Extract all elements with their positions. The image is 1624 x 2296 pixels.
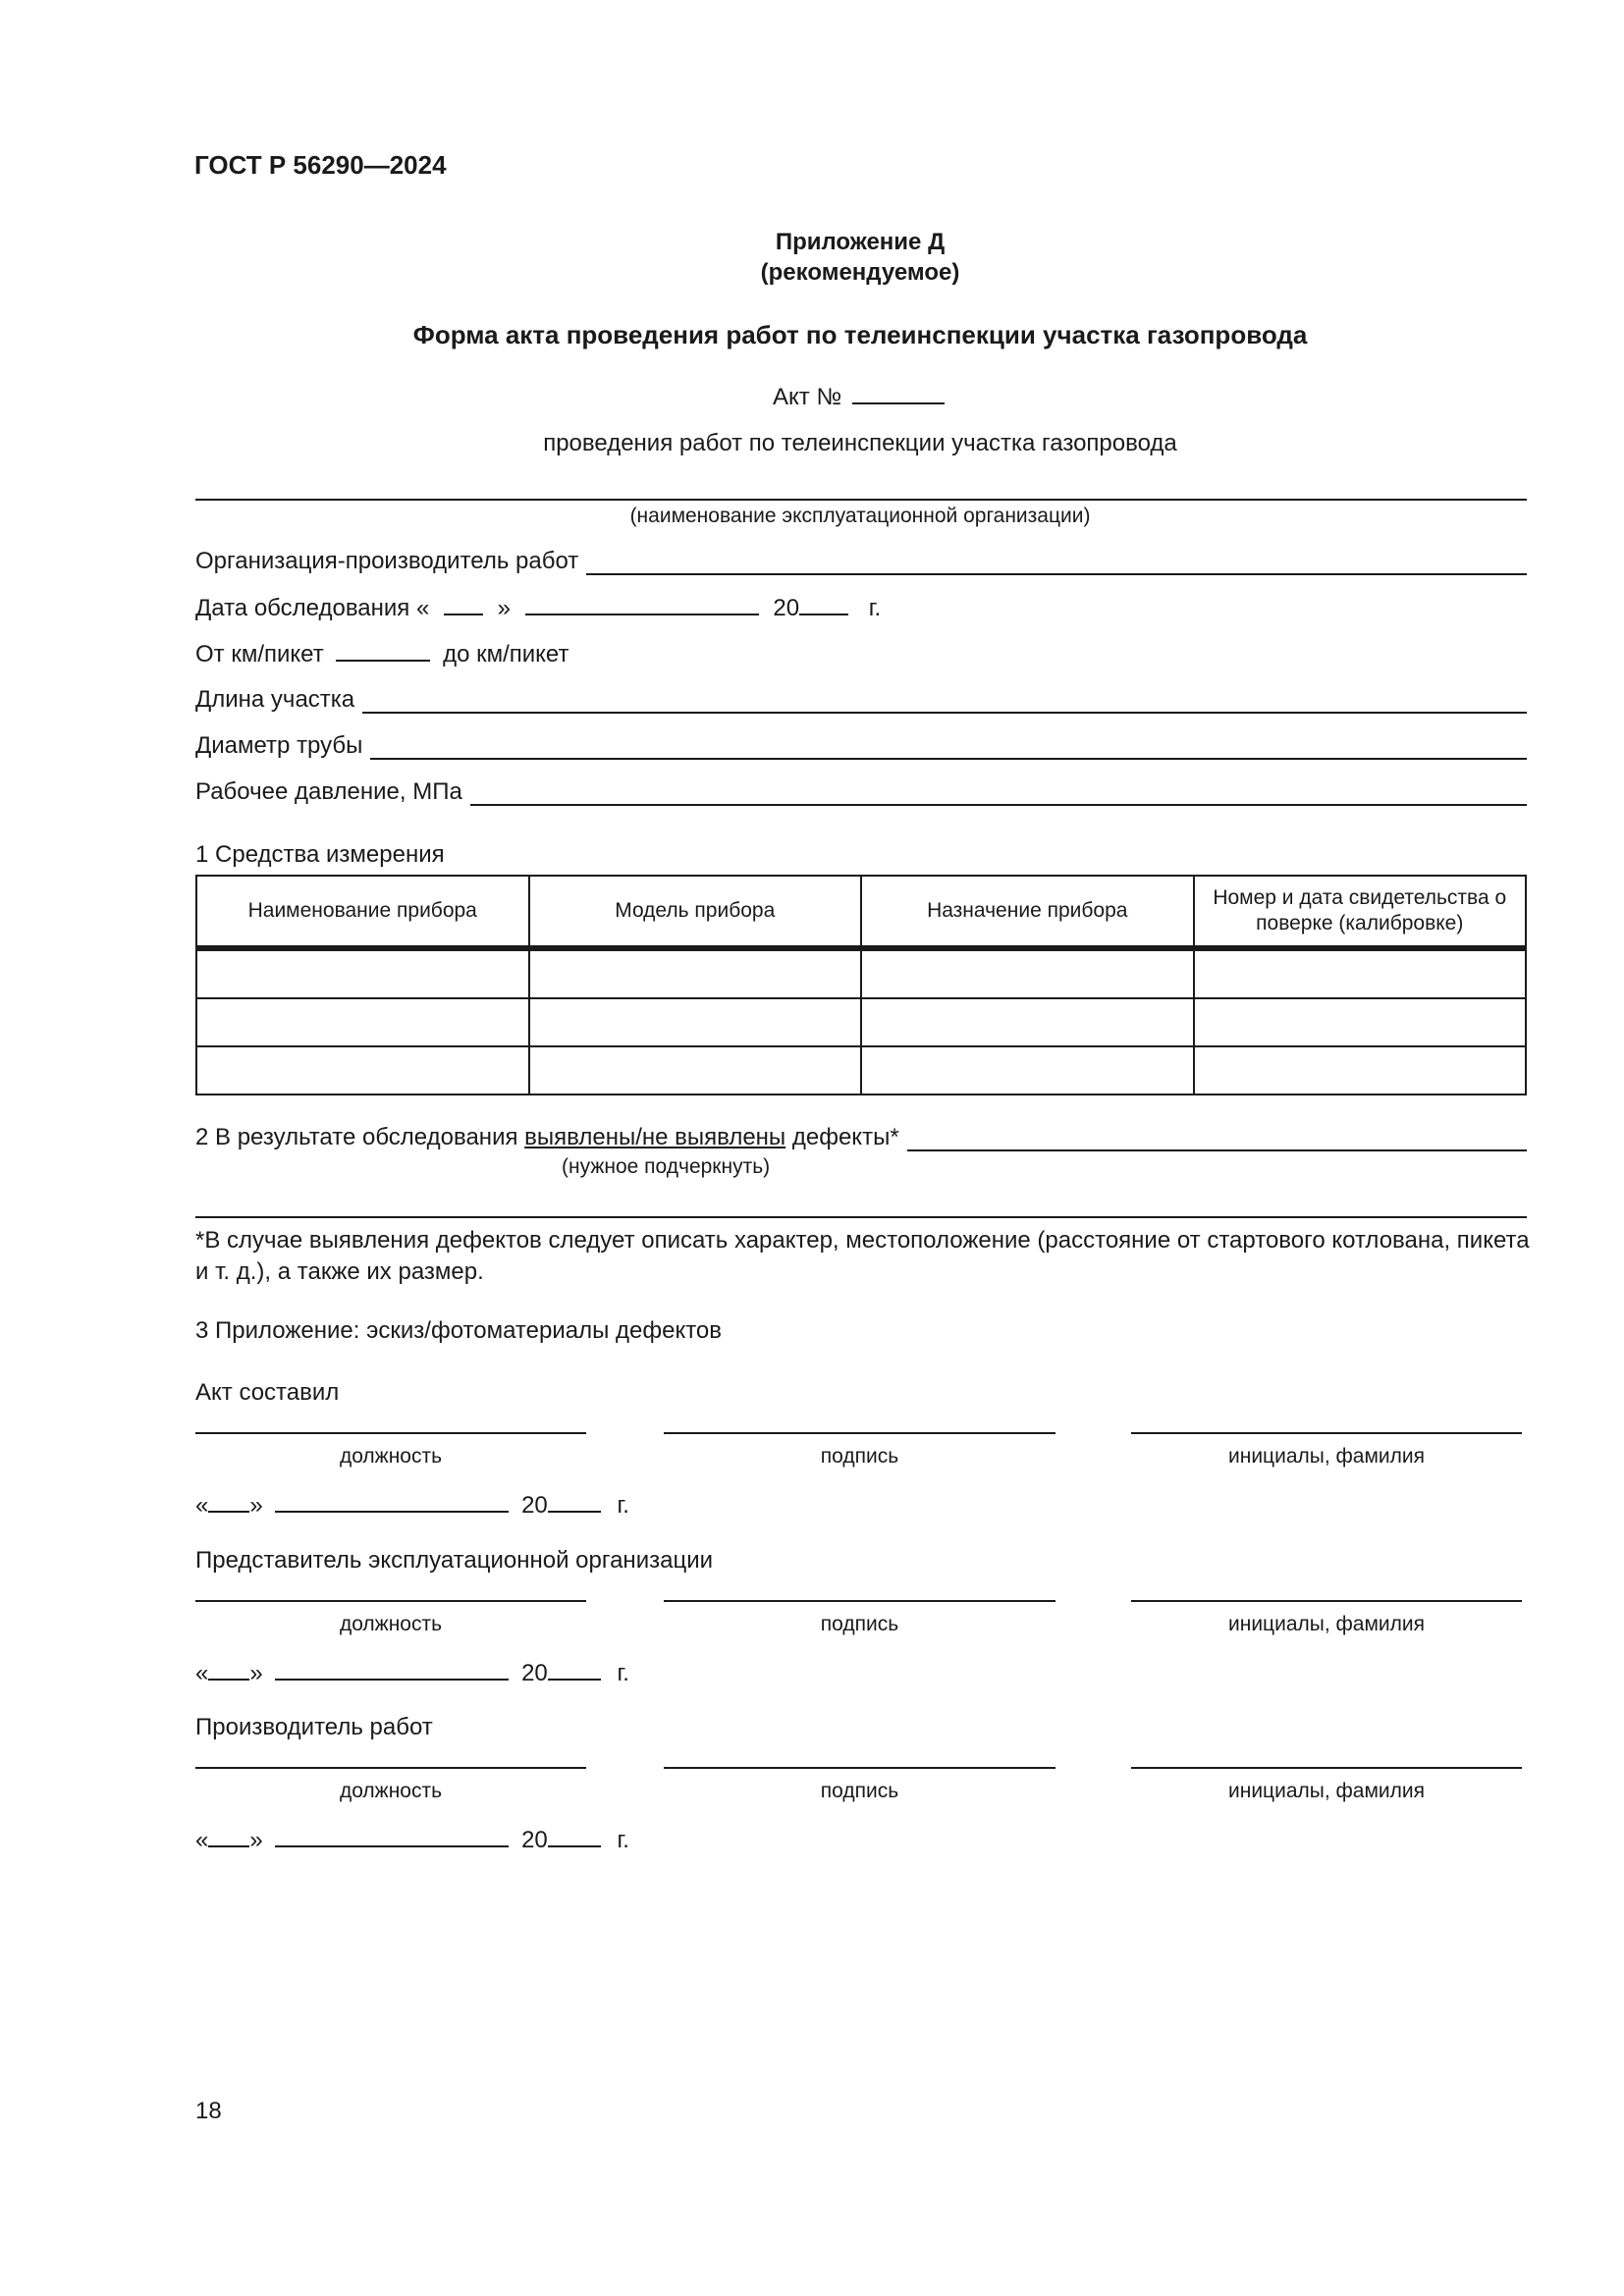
survey-date-close: » [497,595,512,621]
signature-field[interactable] [664,1432,1056,1434]
name-field[interactable] [1131,1600,1522,1602]
survey-year-prefix: 20 [773,595,800,621]
section2-text [195,1124,899,1151]
column-header: Номер и дата свидетельства о поверке (калибровке) [1194,876,1527,947]
section-length-field[interactable] [362,692,1527,714]
pipe-diameter-field[interactable] [370,738,1527,760]
signature-date-row [195,1659,629,1687]
from-km-label: От км/пикет [195,641,324,667]
from-km-field[interactable] [336,640,430,662]
km-row [195,640,568,668]
signature-caption: подпись [820,1780,899,1802]
instruments-table [195,875,1527,1095]
act-subtitle: проведения работ по телеинспекции участка газопровода [543,430,1177,456]
table-header-row [196,876,1526,947]
name-caption: инициалы, фамилия [1228,1445,1425,1468]
table-cell[interactable] [529,950,862,998]
date-year-suffix: г. [617,1492,629,1519]
act-number-row [773,383,945,411]
appendix-status: (рекомендуемое) [760,259,960,286]
date-year-suffix: г. [617,1827,629,1853]
section2-row [195,1124,1527,1151]
position-caption: должность [339,1445,443,1468]
section2-options: выявлены/не выявлены [524,1124,786,1150]
act-number-field[interactable] [852,383,945,404]
date-open-quote: « [195,1827,209,1853]
column-header: Наименование прибора [196,876,529,947]
date-open-quote: « [195,1492,209,1519]
date-year-prefix: 20 [521,1492,548,1519]
position-field[interactable] [195,1432,586,1434]
survey-date-label: Дата обследования « [195,595,430,621]
contractor-field[interactable] [586,554,1527,575]
name-field[interactable] [1131,1767,1522,1769]
table-row [196,950,1526,998]
defects-field-line2[interactable] [195,1216,1527,1218]
survey-month-field[interactable] [525,594,759,615]
column-header: Модель прибора [529,876,862,947]
position-caption: должность [339,1613,443,1635]
name-caption: инициалы, фамилия [1228,1780,1425,1802]
position-field[interactable] [195,1767,586,1769]
table-cell[interactable] [196,950,529,998]
act-number-label: Акт № [773,384,842,410]
date-day-field[interactable] [208,1826,249,1847]
table-cell[interactable] [529,1046,862,1095]
pipe-diameter-label: Диаметр трубы [195,732,363,759]
date-month-field[interactable] [275,1826,509,1847]
footnote: *В случае выявления дефектов следует описать характер, местоположение (расстояние от стартового котлована, пикета и т. д.), а также их размер. [195,1227,1530,1285]
survey-year-field[interactable] [799,594,848,615]
table-cell[interactable] [529,998,862,1046]
date-close-quote: » [249,1827,263,1853]
date-close-quote: » [249,1660,263,1686]
date-year-field[interactable] [548,1659,601,1681]
column-header: Назначение прибора [861,876,1194,947]
organization-name-caption: (наименование эксплуатационной организации) [629,505,1091,527]
date-month-field[interactable] [275,1659,509,1681]
date-year-suffix: г. [617,1660,629,1686]
working-pressure-label: Рабочее давление, МПа [195,778,462,805]
page-number: 18 [195,2098,222,2124]
position-caption: должность [339,1780,443,1802]
signature-caption: подпись [820,1445,899,1468]
form-title: Форма акта проведения работ по телеинспекции участка газопровода [412,320,1308,349]
signature-block-title: Акт составил [195,1379,340,1406]
table-row [196,998,1526,1046]
section-length-row [195,686,1527,714]
table-cell[interactable] [1194,998,1527,1046]
date-year-field[interactable] [548,1826,601,1847]
contractor-row [195,548,1527,575]
section2-prefix: 2 В результате обследования [195,1124,525,1150]
table-cell[interactable] [196,998,529,1046]
contractor-label: Организация-производитель работ [195,548,579,574]
section2-suffix: дефекты* [785,1124,899,1150]
survey-date-row [195,594,881,622]
working-pressure-row [195,778,1527,806]
signature-date-row [195,1491,629,1520]
section1-title: 1 Средства измерения [195,841,445,868]
table-row [196,1046,1526,1095]
organization-name-field[interactable] [195,499,1527,501]
date-open-quote: « [195,1660,209,1686]
name-caption: инициалы, фамилия [1228,1613,1425,1635]
date-close-quote: » [249,1492,263,1519]
signature-block-title: Представитель эксплуатационной организации [195,1547,714,1574]
section2-hint: (нужное подчеркнуть) [562,1155,771,1178]
date-day-field[interactable] [208,1491,249,1513]
to-km-label: до км/пикет [443,641,569,667]
table-cell[interactable] [861,1046,1194,1095]
working-pressure-field[interactable] [470,784,1527,806]
section-length-label: Длина участка [195,686,355,713]
defects-field[interactable] [907,1130,1527,1151]
name-field[interactable] [1131,1432,1522,1434]
signature-field[interactable] [664,1767,1056,1769]
date-year-prefix: 20 [521,1660,548,1686]
signature-field[interactable] [664,1600,1056,1602]
position-field[interactable] [195,1600,586,1602]
signature-date-row [195,1826,629,1854]
table-cell[interactable] [196,1046,529,1095]
section3-title: 3 Приложение: эскиз/фотоматериалы дефектов [195,1317,723,1344]
table-cell[interactable] [861,950,1194,998]
survey-year-suffix: г. [868,595,882,621]
appendix-title: Приложение Д [775,229,946,255]
signature-caption: подпись [820,1613,899,1635]
date-year-field[interactable] [548,1491,601,1513]
date-month-field[interactable] [275,1491,509,1513]
standard-number: ГОСТ Р 56290—2024 [194,150,447,180]
pipe-diameter-row [195,732,1527,760]
table-cell[interactable] [1194,950,1527,998]
date-year-prefix: 20 [521,1827,548,1853]
survey-day-field[interactable] [444,594,483,615]
table-cell[interactable] [1194,1046,1527,1095]
date-day-field[interactable] [208,1659,249,1681]
signature-block-title: Производитель работ [195,1714,433,1740]
table-cell[interactable] [861,998,1194,1046]
